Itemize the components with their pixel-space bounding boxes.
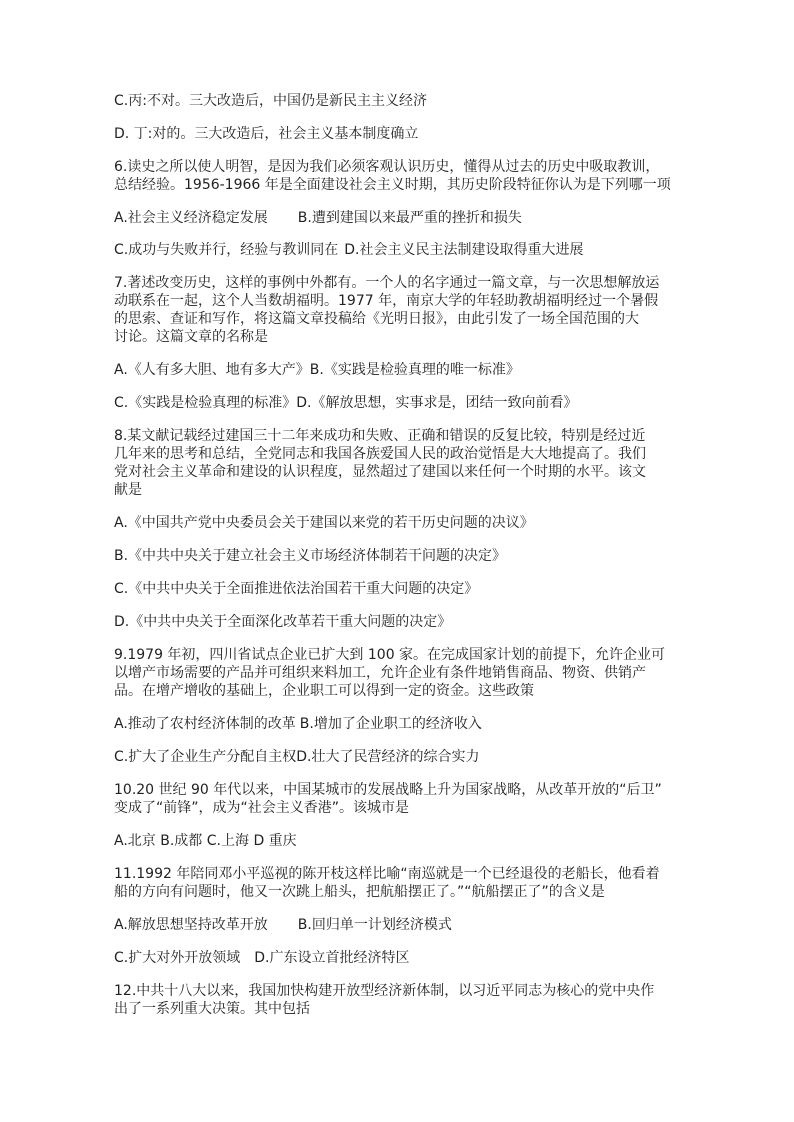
q11-option-b: B.回归单一计划经济模式	[297, 917, 452, 933]
q10-option-a: A.北京	[114, 833, 156, 849]
q5-option-d: D. 丁:对的。三大改造后，社会主义基本制度确立	[114, 126, 419, 142]
q7-stem-line-3: 的思索、查证和写作，将这篇文章投稿给《光明日报》，由此引发了一场全国范围的大	[114, 311, 639, 327]
q8-stem-line-2: 几年来的思考和总结，全党同志和我国各族爱国人民的政治觉悟是大大地提高了。我们	[114, 446, 646, 462]
q7-stem-line-4: 讨论。这篇文章的名称是	[114, 329, 268, 345]
q9-option-c: C.扩大了企业生产分配自主权	[114, 749, 297, 765]
q11-option-a: A.解放思想坚持改革开放	[114, 917, 268, 933]
q11-options-row-1	[114, 916, 452, 934]
q6-options-row-2	[114, 241, 583, 259]
q12-stem-line-2: 出了一系列重大决策。其中包括	[114, 1001, 310, 1017]
q8-option-a: A.《中国共产党中央委员会关于建国以来党的若干历史问题的决议》	[114, 515, 534, 531]
q8-stem-line-3: 党对社会主义革命和建设的认识程度，显然超过了建国以来任何一个时期的水平。该文	[114, 464, 646, 480]
q11-option-d: D.广东设立首批经济特区	[254, 950, 410, 966]
q7-options-row-1	[114, 361, 520, 379]
q9-stem-line-2: 以增产市场需要的产品并可组织来料加工，允许企业有条件地销售商品、物资、供销产	[114, 665, 646, 681]
q9-option-b: B.增加了企业职工的经济收入	[299, 716, 482, 732]
q11-option-c: C.扩大对外开放领域	[114, 950, 241, 966]
q9-options-row-2	[114, 748, 479, 766]
q12-stem-line-1: 12.中共十八大以来，我国加快构建开放型经济新体制，以习近平同志为核心的党中央作	[114, 983, 655, 999]
q9-option-a: A.推动了农村经济体制的改革	[114, 716, 296, 732]
q8-stem-line-1: 8.某文献记载经过建国三十二年来成功和失败、正确和错误的反复比较，特别是经过近	[114, 428, 646, 444]
q9-stem-line-3: 品。在增产增收的基础上，企业职工可以得到一定的资金。这些政策	[114, 683, 534, 699]
q10-option-b: B.成都	[160, 833, 203, 849]
q10-option-c: C.上海	[206, 833, 249, 849]
q6-option-b: B.遭到建国以来最严重的挫折和损失	[297, 210, 522, 226]
q6-option-d: D.社会主义民主法制建设取得重大进展	[344, 242, 584, 258]
q6-options-row-1	[114, 209, 522, 227]
q11-stem-line-1: 11.1992 年陪同邓小平巡视的陈开枝这样比喻“南巡就是一个已经退役的老船长，他看着	[114, 866, 660, 882]
q5-option-c: C.丙:不对。三大改造后，中国仍是新民主主义经济	[114, 93, 427, 109]
q7-stem-line-1: 7.著述改变历史，这样的事例中外都有。一个人的名字通过一篇文章，与一次思想解放运	[114, 275, 660, 291]
q10-options-row	[114, 832, 297, 850]
q10-stem-line-1: 10.20 世纪 90 年代以来，中国某城市的发展战略上升为国家战略，从改革开放的“后卫”	[114, 782, 662, 798]
q8-option-b: B.《中共中央关于建立社会主义市场经济体制若干问题的决定》	[114, 548, 507, 564]
q9-options-row-1	[114, 715, 482, 733]
q10-stem-line-2: 变成了“前锋”，成为“社会主义香港”。该城市是	[114, 800, 410, 816]
q6-option-a: A.社会主义经济稳定发展	[114, 210, 268, 226]
q7-option-d: D.《解放思想，实事求是，团结一致向前看》	[296, 395, 578, 411]
q11-stem-line-2: 船的方向有问题时，他又一次跳上船头，把航船摆正了。”“航船摆正了”的含义是	[114, 884, 605, 900]
q7-option-a: A.《人有多大胆、地有多大产》	[114, 362, 310, 378]
q7-stem-line-2: 动联系在一起，这个人当数胡福明。1977 年，南京大学的年轻助教胡福明经过一个暑假	[114, 293, 659, 309]
q8-stem-line-4: 献是	[114, 482, 142, 498]
q7-options-row-2	[114, 394, 577, 412]
q9-option-d: D.壮大了民营经济的综合实力	[296, 749, 480, 765]
q11-options-row-2	[114, 949, 409, 967]
q6-stem-line-2: 总结经验。1956-1966 年是全面建设社会主义时期，其历史阶段特征你认为是下列哪一项	[114, 177, 671, 193]
q6-option-c: C.成功与失败并行，经验与教训同在	[114, 242, 339, 258]
q6-stem-line-1: 6.读史之所以使人明智，是因为我们必须客观认识历史，懂得从过去的历史中吸取教训，	[114, 159, 660, 175]
q7-option-b: B.《实践是检验真理的唯一标准》	[309, 362, 520, 378]
q8-option-c: C.《中共中央关于全面推进依法治国若干重大问题的决定》	[114, 581, 479, 597]
q10-option-d: D 重庆	[253, 833, 297, 849]
q8-option-d: D.《中共中央关于全面深化改革若干重大问题的决定》	[114, 614, 452, 630]
q7-option-c: C.《实践是检验真理的标准》	[114, 395, 297, 411]
q9-stem-line-1: 9.1979 年初，四川省试点企业已扩大到 100 家。在完成国家计划的前提下，允许企业可	[114, 647, 666, 663]
